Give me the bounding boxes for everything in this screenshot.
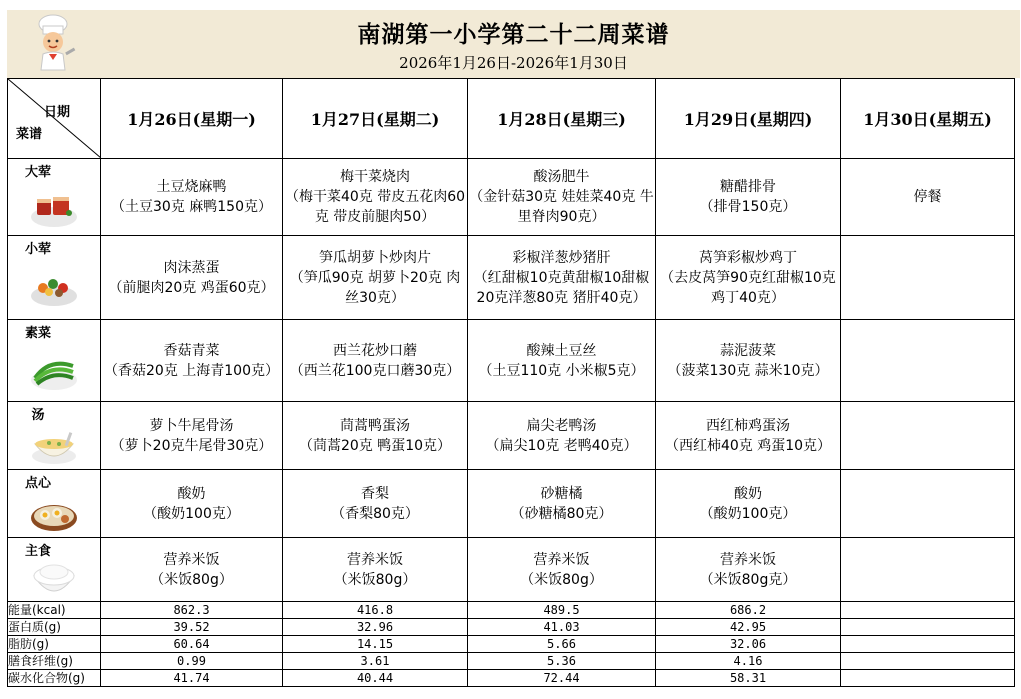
snack-icon [29, 492, 79, 534]
day-header-wednesday: 1月28日(星期三) [468, 79, 656, 159]
dish-detail: （砂糖橘80克） [510, 505, 613, 522]
day-header-monday: 1月26日(星期一) [101, 79, 283, 159]
category-label: 素菜 [24, 326, 51, 341]
dish-detail: （排骨150克） [699, 199, 797, 215]
dish-name: 蒜泥菠菜 [720, 342, 776, 359]
dish-name: 酸辣土豆丝 [526, 342, 597, 359]
dish-detail: （香菇20克 上海青100克） [104, 362, 279, 379]
nutrition-value: 32.96 [283, 619, 468, 636]
category-label: 主食 [24, 544, 51, 559]
menu-table [7, 78, 1015, 687]
dish-detail: （土豆110克 小米椒5克） [478, 362, 645, 379]
dish-cell [841, 538, 1015, 602]
dish-name: 西兰花炒口蘑 [333, 342, 417, 359]
dish-cell [841, 470, 1015, 538]
nutrition-label: 蛋白质(g) [8, 619, 101, 636]
dish-detail: （金针菇30克 娃娃菜40克 牛里脊肉90克） [469, 189, 654, 225]
nutrition-value: 39.52 [101, 619, 283, 636]
dish-detail: （菠菜130克 蒜米10克） [667, 362, 829, 379]
nutrition-value: 58.31 [656, 670, 841, 687]
dish-cell [468, 236, 656, 320]
category-cell [8, 470, 101, 538]
dish-name: 肉沫蒸蛋 [163, 259, 220, 276]
dish-name: 香梨 [361, 485, 389, 502]
day-header-thursday: 1月29日(星期四) [656, 79, 841, 159]
dish-detail: （香梨80克） [331, 505, 419, 522]
header-band [7, 10, 1020, 78]
dish-cell [283, 236, 468, 320]
dish-cell [101, 470, 283, 538]
dish-cell [656, 159, 841, 236]
nutrition-value: 42.95 [656, 619, 841, 636]
dish-name: 彩椒洋葱炒猪肝 [512, 249, 611, 266]
dish-name: 营养米饭 [347, 551, 403, 568]
page-title: 南湖第一小学第二十二周菜谱 [357, 21, 670, 48]
nutrition-value: 41.74 [101, 670, 283, 687]
dish-cell [283, 320, 468, 402]
corner-cell [8, 79, 101, 159]
corner-menu-label: 菜谱 [16, 127, 43, 142]
dish-name: 砂糖橘 [540, 485, 583, 502]
dish-cell [283, 538, 468, 602]
category-row-side-meat [8, 236, 1015, 320]
dish-cell [468, 320, 656, 402]
dish-detail: （土豆30克 麻鸭150克） [111, 199, 272, 215]
dish-cell [101, 320, 283, 402]
menu-sheet [7, 10, 1020, 699]
dish-detail: （红甜椒10克黄甜椒10甜椒20克洋葱80克 猪肝40克） [473, 269, 650, 306]
dish-detail: （米饭80g） [150, 571, 233, 588]
nutrition-value: 862.3 [101, 602, 283, 619]
dish-detail: （酸奶100克） [699, 505, 797, 522]
dish-detail: （米饭80g） [333, 571, 417, 588]
dish-detail: （米饭80g） [520, 571, 603, 588]
nutrition-label: 膳食纤维(g) [8, 653, 101, 670]
dish-cell [283, 470, 468, 538]
category-cell [8, 402, 101, 470]
dish-detail: （扁尖10克 老鸭40克） [485, 437, 638, 454]
dish-cell [468, 470, 656, 538]
dish-cell [468, 538, 656, 602]
soup-icon [29, 424, 79, 466]
nutrition-value [841, 636, 1015, 653]
category-row-soup [8, 402, 1015, 470]
dish-detail: （前腿肉20克 鸡蛋60克） [108, 279, 275, 296]
category-row-snack [8, 470, 1015, 538]
nutrition-value: 60.64 [101, 636, 283, 653]
dish-cell [841, 236, 1015, 320]
nutrition-row-protein [8, 619, 1015, 636]
dish-cell [841, 320, 1015, 402]
category-cell [8, 236, 101, 320]
category-row-vegetable [8, 320, 1015, 402]
dish-cell [841, 159, 1015, 236]
nutrition-value: 4.16 [656, 653, 841, 670]
dish-name: 营养米饭 [163, 551, 220, 568]
dish-cell [656, 538, 841, 602]
nutrition-value [841, 602, 1015, 619]
dish-detail: （梅干菜40克 带皮五花肉60克 带皮前腿肉50） [284, 189, 466, 225]
dish-name: 西红柿鸡蛋汤 [706, 417, 790, 434]
nutrition-value: 40.44 [283, 670, 468, 687]
dish-cell [841, 402, 1015, 470]
nutrition-value: 32.06 [656, 636, 841, 653]
dish-detail: （茼蒿20克 鸭蛋10克） [298, 437, 452, 454]
dish-name: 土豆烧麻鸭 [156, 179, 227, 195]
braised-meat-icon [29, 185, 79, 229]
stir-fry-icon [29, 262, 79, 308]
dish-cell [283, 159, 468, 236]
dish-cell [656, 320, 841, 402]
category-label: 点心 [24, 476, 51, 491]
corner-date-label: 日期 [43, 105, 70, 120]
vegetable-icon [29, 348, 79, 392]
dish-cell [101, 538, 283, 602]
nutrition-value [841, 653, 1015, 670]
nutrition-value: 5.66 [468, 636, 656, 653]
dish-name: 香菇青菜 [163, 342, 220, 359]
nutrition-value: 416.8 [283, 602, 468, 619]
dish-cell [656, 470, 841, 538]
category-label: 小荤 [24, 242, 51, 257]
dish-detail: （西红柿40克 鸡蛋10克） [664, 437, 832, 454]
date-range: 2026年1月26日-2026年1月30日 [399, 54, 628, 72]
dish-detail: （西兰花100克口蘑30克） [289, 362, 461, 379]
dish-detail: （米饭80g克） [699, 571, 797, 588]
dish-detail: （笋瓜90克 胡萝卜20克 肉丝30克） [289, 269, 461, 306]
dish-name: 停餐 [913, 189, 942, 205]
nutrition-label: 脂肪(g) [8, 636, 101, 653]
nutrition-row-fiber [8, 653, 1015, 670]
nutrition-value: 3.61 [283, 653, 468, 670]
dish-detail: （酸奶100克） [143, 505, 240, 522]
dish-cell [101, 402, 283, 470]
dish-name: 糖醋排骨 [720, 179, 776, 195]
nutrition-value [841, 619, 1015, 636]
dish-name: 营养米饭 [533, 551, 590, 568]
dish-cell [101, 236, 283, 320]
dish-name: 莴笋彩椒炒鸡丁 [699, 249, 797, 266]
nutrition-value: 41.03 [468, 619, 656, 636]
table-header-row [8, 79, 1015, 159]
nutrition-value: 5.36 [468, 653, 656, 670]
dish-name: 笋瓜胡萝卜炒肉片 [319, 249, 431, 266]
rice-icon [29, 558, 79, 598]
category-cell [8, 320, 101, 402]
dish-name: 酸奶 [177, 485, 206, 502]
dish-detail: （去皮莴笋90克红甜椒10克 鸡丁40克） [660, 269, 836, 306]
category-label: 汤 [31, 408, 45, 423]
nutrition-value: 686.2 [656, 602, 841, 619]
dish-name: 萝卜牛尾骨汤 [149, 417, 234, 434]
dish-cell [101, 159, 283, 236]
category-row-main-meat [8, 159, 1015, 236]
nutrition-label: 能量(kcal) [8, 602, 101, 619]
dish-cell [468, 402, 656, 470]
nutrition-value [841, 670, 1015, 687]
category-cell [8, 538, 101, 602]
category-cell [8, 159, 101, 236]
nutrition-row-carbohydrate [8, 670, 1015, 687]
dish-cell [656, 402, 841, 470]
dish-cell [656, 236, 841, 320]
nutrition-value: 14.15 [283, 636, 468, 653]
dish-detail: （萝卜20克牛尾骨30克） [110, 437, 273, 454]
dish-name: 营养米饭 [720, 551, 776, 568]
nutrition-value: 0.99 [101, 653, 283, 670]
day-header-friday: 1月30日(星期五) [841, 79, 1015, 159]
nutrition-row-fat [8, 636, 1015, 653]
dish-name: 茼蒿鸭蛋汤 [340, 417, 410, 434]
nutrition-value: 489.5 [468, 602, 656, 619]
nutrition-row-energy [8, 602, 1015, 619]
dish-name: 酸汤肥牛 [533, 169, 590, 185]
category-label: 大荤 [24, 165, 51, 180]
category-row-staple [8, 538, 1015, 602]
nutrition-label: 碳水化合物(g) [8, 670, 101, 687]
nutrition-value: 72.44 [468, 670, 656, 687]
dish-name: 梅干菜烧肉 [340, 169, 410, 185]
dish-cell [468, 159, 656, 236]
dish-name: 扁尖老鸭汤 [526, 417, 597, 434]
day-header-tuesday: 1月27日(星期二) [283, 79, 468, 159]
dish-cell [283, 402, 468, 470]
dish-name: 酸奶 [734, 485, 762, 502]
